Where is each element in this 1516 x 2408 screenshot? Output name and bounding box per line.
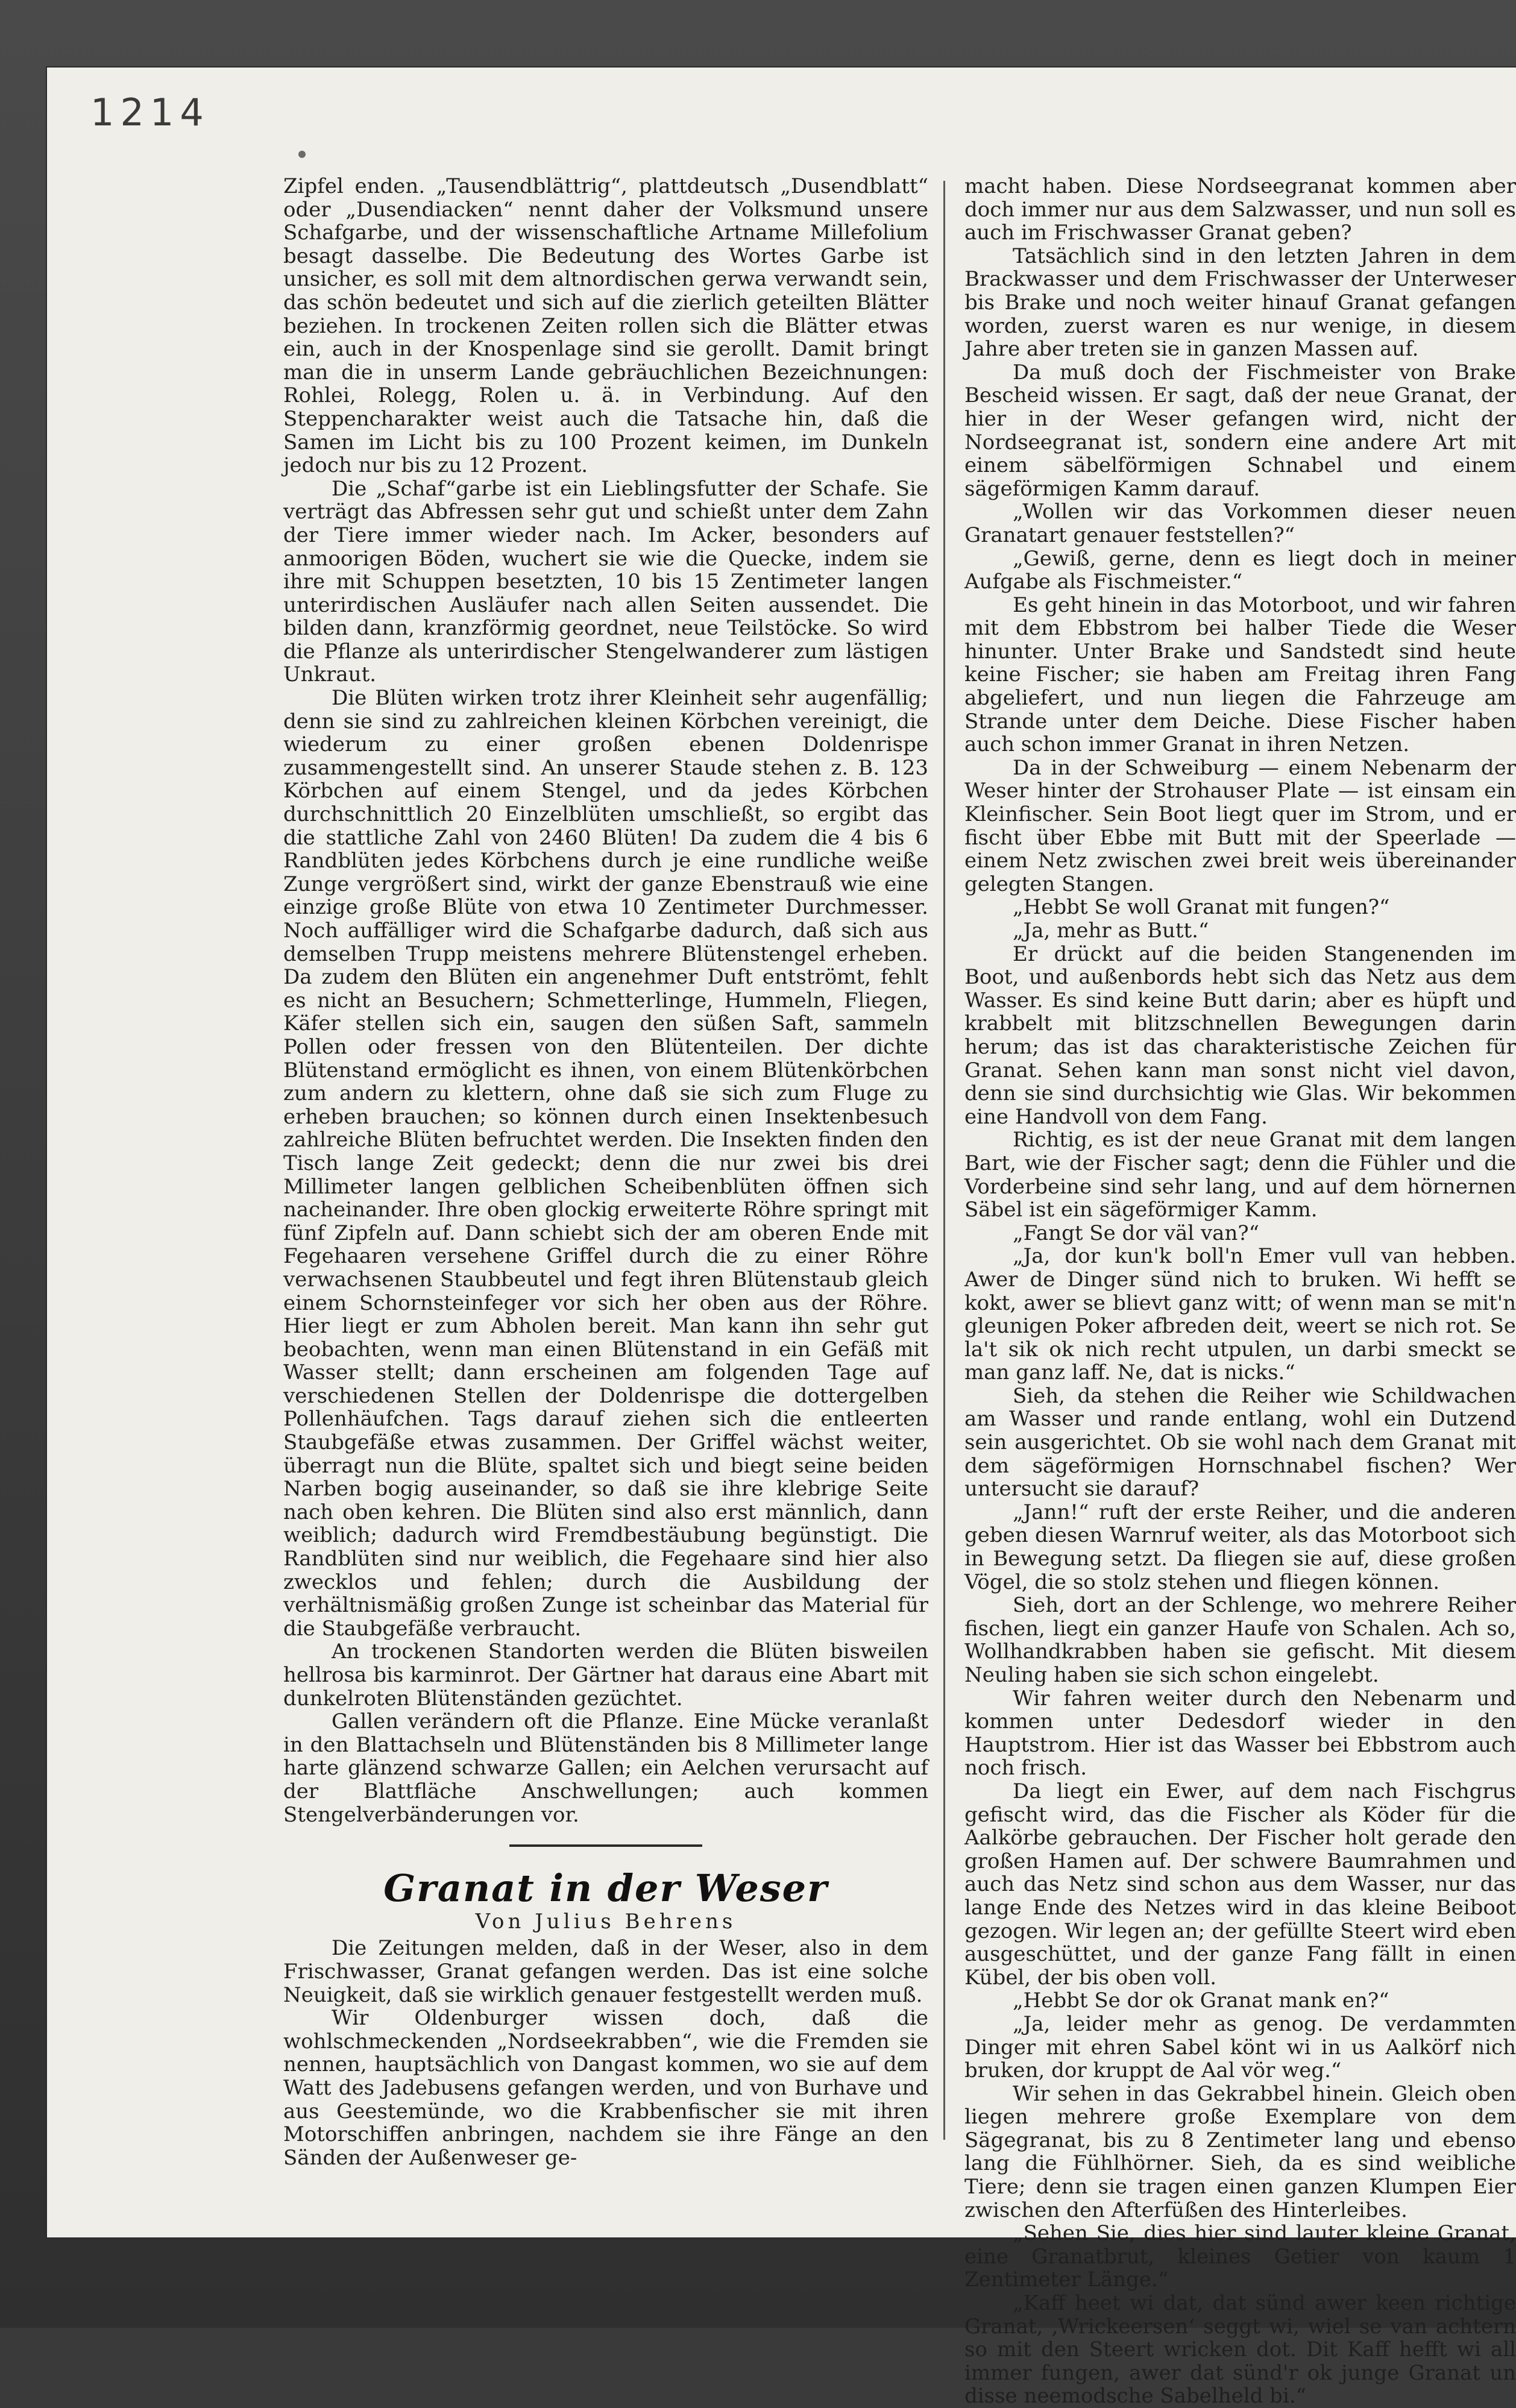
column-divider	[943, 181, 945, 2140]
paragraph: „Jann!“ ruft der erste Reiher, und die anderen geben diesen Warnruf weiter, als das Motorboot sich in Bewegung setzt. Da fliegen sie auf, diese großen Vögel, die so stolz stehen und fliegen können.	[964, 1500, 1516, 1594]
paragraph: Die „Schaf“garbe ist ein Lieblingsfutter der Schafe. Sie verträgt das Abfressen sehr gut und schießt unter dem Zahn der Tiere immer wieder nach. Im Acker, besonders auf anmoorigen Böden, wuchert sie wie die Quecke, indem sie ihre mit Schuppen besetzten, 10 bis 15 Zentimeter langen unterirdischen Ausläufer nach allen Seiten aussendet. Die bilden dann, kranzförmig geordnet, neue Teilstöcke. So wird die Pflanze als unterirdischer Stengelwanderer zum lästigen Unkraut.	[283, 476, 928, 687]
page-number: 1214	[90, 90, 210, 134]
paragraph: An trockenen Standorten werden die Blüten bisweilen hellrosa bis karminrot. Der Gärtner hat daraus eine Abart mit dunkelroten Blütenständen gezüchtet.	[283, 1639, 928, 1711]
paragraph: „Fangt Se dor väl van?“	[1013, 1221, 1259, 1245]
paragraph: Wir Oldenburger wissen doch, daß die wohlschmeckenden „Nordseekrabben“, wie die Fremden sie nennen, hauptsächlich von Dangast kommen, wo sie auf dem Watt des Jadebusens gefangen werden, und von Burhave und aus Geestemünde, wo die Krabbenfischer sie mit ihren Motorschiffen anbringen, nachdem sie ihre Fänge an den Sänden der Außenweser ge-	[283, 2006, 928, 2170]
schafgarbe-article-continuation	[283, 175, 928, 1826]
paragraph: Da liegt ein Ewer, auf dem nach Fischgrus gefischt wird, das die Fischer als Köder für die Aalkörbe gebrauchen. Der Fischer holt gerade den großen Hamen auf. Der schwere Baumrahmen und auch das Netz sind schon aus dem Wasser, nur das lange Ende des Netzes wird in das kleine Beiboot gezogen. Wir legen an; der gefüllte Steert wird eben ausgeschüttet, und der ganze Fang fällt in einen Kübel, der bis oben voll.	[964, 1779, 1516, 1990]
paragraph: Da in der Schweiburg — einem Nebenarm der Weser hinter der Strohauser Plate — ist einsam ein Kleinfischer. Sein Boot liegt quer im Strom, und er fischt über Ebbe mit Butt mit der Speerlade — einem Netz zwischen zwei breit weis übereinander gelegten Stangen.	[964, 755, 1516, 896]
paragraph: Wir fahren weiter durch den Nebenarm und kommen unter Dedesdorf wieder in den Hauptstrom. Hier ist das Wasser bei Ebbstrom auch noch frisch.	[964, 1686, 1516, 1781]
paragraph: Die Blüten wirken trotz ihrer Kleinheit sehr augenfällig; denn sie sind zu zahlreichen kleinen Körbchen vereinigt, die wiederum zu einer großen ebenen Doldenrispe zusammengestellt sind. An unserer Staude stehen z. B. 123 Körbchen auf einem Stengel, und da jedes Körbchen durchschnittlich 20 Einzelblüten umschließt, so ergibt das die stattliche Zahl von 2460 Blüten! Da zudem die 4 bis 6 Randblüten jedes Körbchens durch je eine rundliche weiße Zunge vergrößert sind, wirkt der ganze Ebenstrauß wie eine einzige große Blüte von etwa 10 Zentimeter Durchmesser. Noch auffälliger wird die Schafgarbe dadurch, daß sich aus demselben Trupp meistens mehrere Blütenstengel erheben. Da zudem den Blüten ein angenehmer Duft entströmt, fehlt es nicht an Besuchern; Schmetterlinge, Hummeln, Fliegen, Käfer stellen sich ein, saugen den süßen Saft, sammeln Pollen oder fressen von den Blütenteilen. Der dichte Blütenstand ermöglicht es ihnen, von einem Blütenkörbchen zum andern zu klettern, ohne daß sie sich zum Fluge zu erheben brauchen; so können durch einen Insektenbesuch zahlreiche Blüten befruchtet werden. Die Insekten finden den Tisch lange Zeit gedeckt; denn die nur zwei bis drei Millimeter langen gelblichen Scheibenblüten öffnen sich nacheinander. Ihre oben glockig erweiterte Röhre springt mit fünf Zipfeln auf. Dann schiebt sich der am oberen Ende mit Fegehaaren versehene Griffel durch die zu einer Röhre verwachsenen Staubbeutel und fegt ihren Blütenstaub gleich einem Schornsteinfeger vor sich her oben aus der Röhre. Hier liegt er zum Abholen bereit. Man kann ihn sehr gut beobachten, wenn man einen Blütenstand in ein Gefäß mit Wasser stellt; dann erscheinen am folgenden Tage auf verschiedenen Stellen der Doldenrispe die dottergelben Pollenhäufchen. Tags darauf ziehen sich die entleerten Staubgefäße etwas zusammen. Der Griffel wächst weiter, überragt nun die Blüte, spaltet sich und biegt seine beiden Narben bogig auseinander, so daß sie ihre klebrige Seite nach oben kehren. Die Blüten sind also erst männlich, dann weiblich; dadurch wird Fremdbestäubung begünstigt. Die Randblüten sind nur weiblich, die Fegehaare sind hier also zwecklos und fehlen; durch die Ausbildung der verhältnismäßig großen Zunge ist scheinbar das Material für die Staubgefäße verbraucht.	[283, 686, 928, 1641]
paragraph: „Sehen Sie, dies hier sind lauter kleine Granat, eine Granatbrut, kleines Getier von kaum 1 Zentimeter Länge.“	[964, 2221, 1516, 2292]
paragraph: Tatsächlich sind in den letzten Jahren in dem Brackwasser und dem Frischwasser der Unterweser bis Brake und noch weiter hinauf Granat gefangen worden, zuerst waren es nur wenige, in diesem Jahre aber treten sie in ganzen Massen auf.	[964, 244, 1516, 362]
paragraph: „Kaff heet wi dat, dat sünd awer keen richtige Granat, ‚Wrickeersen‘ seggt wi, wiel se van achtern so mit den Steert wricken dot. Dit Kaff hefft wi all immer fungen, awer dat sünd'r ok junge Granat un disse neemodsche Sabelheld bi.“	[964, 2291, 1516, 2408]
left-column	[283, 175, 928, 2169]
granat-article-start	[283, 1937, 928, 2169]
paragraph: „Ja, mehr as Butt.“	[1013, 919, 1209, 943]
paragraph: Da muß doch der Fischmeister von Brake Bescheid wissen. Er sagt, daß der neue Granat, der hier in der Weser gefangen wird, nicht der Nordseegranat ist, sondern eine andere Art mit einem säbelförmigen Schnabel und einem sägeförmigen Kamm darauf.	[964, 360, 1516, 501]
article-byline: Von Julius Behrens	[475, 1909, 737, 1934]
paragraph: „Ja, leider mehr as genog. De verdammten Dinger mit ehren Sabel könt wi in us Aalkörf nich bruken, dor kruppt de Aal vör weg.“	[964, 2011, 1516, 2083]
paragraph: „Ja, dor kun'k boll'n Emer vull van hebben. Awer de Dinger sünd nich to bruken. Wi hefft se kokt, awer se blievt ganz witt; of wenn man se mit'n gleunigen Poker afbreden deit, weert se nich rot. Se la't sik ok nich recht utpulen, un darbi smeckt se man ganz laff. Ne, dat is nicks.“	[964, 1244, 1516, 1385]
paragraph: Sieh, dort an der Schlenge, wo mehrere Reiher fischen, liegt ein ganzer Haufe von Schalen. Ach so, Wollhandkrabben haben sie gefischt. Mit diesem Neuling haben sie sich schon eingelebt.	[964, 1593, 1516, 1687]
paragraph: Richtig, es ist der neue Granat mit dem langen Bart, wie der Fischer sagt; denn die Fühler und die Vorderbeine sind sehr lang, und auf dem hörnernen Säbel ist ein sägeförmiger Kamm.	[964, 1128, 1516, 1222]
ink-dot	[298, 151, 306, 158]
paragraph: „Wollen wir das Vorkommen dieser neuen Granatart genauer feststellen?“	[964, 500, 1516, 547]
paragraph: macht haben. Diese Nordseegranat kommen aber doch immer nur aus dem Salzwasser, und nun soll es auch im Frischwasser Granat geben?	[964, 174, 1516, 245]
paragraph: „Gewiß, gerne, denn es liegt doch in meiner Aufgabe als Fischmeister.“	[964, 546, 1516, 594]
paragraph: Sieh, da stehen die Reiher wie Schildwachen am Wasser und rande entlang, wohl ein Dutzend sein ausgerichtet. Ob sie wohl nach dem Granat mit dem sägeförmigen Hornschnabel fischen? Wer untersucht sie darauf?	[964, 1383, 1516, 1501]
paragraph: „Hebbt Se dor ok Granat mank en?“	[1013, 1988, 1389, 2013]
article-title: Granat in der Weser	[383, 1866, 828, 1911]
granat-article-continuation	[964, 175, 1516, 2408]
paragraph: Gallen verändern oft die Pflanze. Eine Mücke veranlaßt in den Blattachseln und Blütenständen bis 8 Millimeter lange harte glänzend schwarze Gallen; ein Aelchen verursacht auf der Blattfläche Anschwellungen; auch kommen Stengelverbänderungen vor.	[283, 1709, 928, 1827]
paragraph: Zipfel enden. „Tausendblättrig“, plattdeutsch „Dusendblatt“ oder „Dusendiacken“ nennt daher der Volksmund unsere Schafgarbe, und der wissenschaftliche Artname Millefolium besagt dasselbe. Die Bedeutung des Wortes Garbe ist unsicher, es soll mit dem altnordischen gerwa verwandt sein, das schön bedeutet und sich auf die zierlich geteilten Blätter beziehen. In trockenen Zeiten rollen sich die Blätter etwas ein, auch in der Knospenlage sind sie gerollt. Damit bringt man die in unserm Lande gebräuchlichen Bezeichnungen: Rohlei, Rolegg, Rolen u. ä. in Verbindung. Auf den Steppencharakter weist auch die Tatsache hin, daß die Samen im Licht bis zu 100 Prozent keimen, im Dunkeln jedoch nur bis zu 12 Prozent.	[283, 174, 928, 478]
paragraph: Es geht hinein in das Motorboot, und wir fahren mit dem Ebbstrom bei halber Tiede die Weser hinunter. Unter Brake und Sandstedt sind heute keine Fischer; sie haben am Freitag ihren Fang abgeliefert, und nun liegen die Fahrzeuge am Strande unter dem Deiche. Diese Fischer haben auch schon immer Granat in ihren Netzen.	[964, 593, 1516, 757]
paragraph: „Hebbt Se woll Granat mit fungen?“	[1013, 895, 1390, 920]
paragraph: Wir sehen in das Gekrabbel hinein. Gleich oben liegen mehrere große Exemplare von dem Sägegranat, bis zu 8 Zentimeter lang und ebenso lang die Fühlhörner. Sieh, da es sind weibliche Tiere; denn sie tragen einen ganzen Klumpen Eier zwischen den Afterfüßen des Hinterleibes.	[964, 2081, 1516, 2222]
paragraph: Die Zeitungen melden, daß in der Weser, also in dem Frischwasser, Granat gefangen werden. Das ist eine solche Neuigkeit, daß sie wirklich genauer festgestellt werden muß.	[283, 1936, 928, 2007]
paragraph: Er drückt auf die beiden Stangenenden im Boot, und außenbords hebt sich das Netz aus dem Wasser. Es sind keine Butt darin; aber es hüpft und krabbelt mit blitzschnellen Bewegungen darin herum; das ist das charakteristische Zeichen für Granat. Sehen kann man sonst nicht viel davon, denn sie sind durchsichtig wie Glas. Wir bekommen eine Handvoll von dem Fang.	[964, 942, 1516, 1129]
right-column	[964, 174, 1516, 2408]
article-separator-rule	[509, 1844, 702, 1847]
